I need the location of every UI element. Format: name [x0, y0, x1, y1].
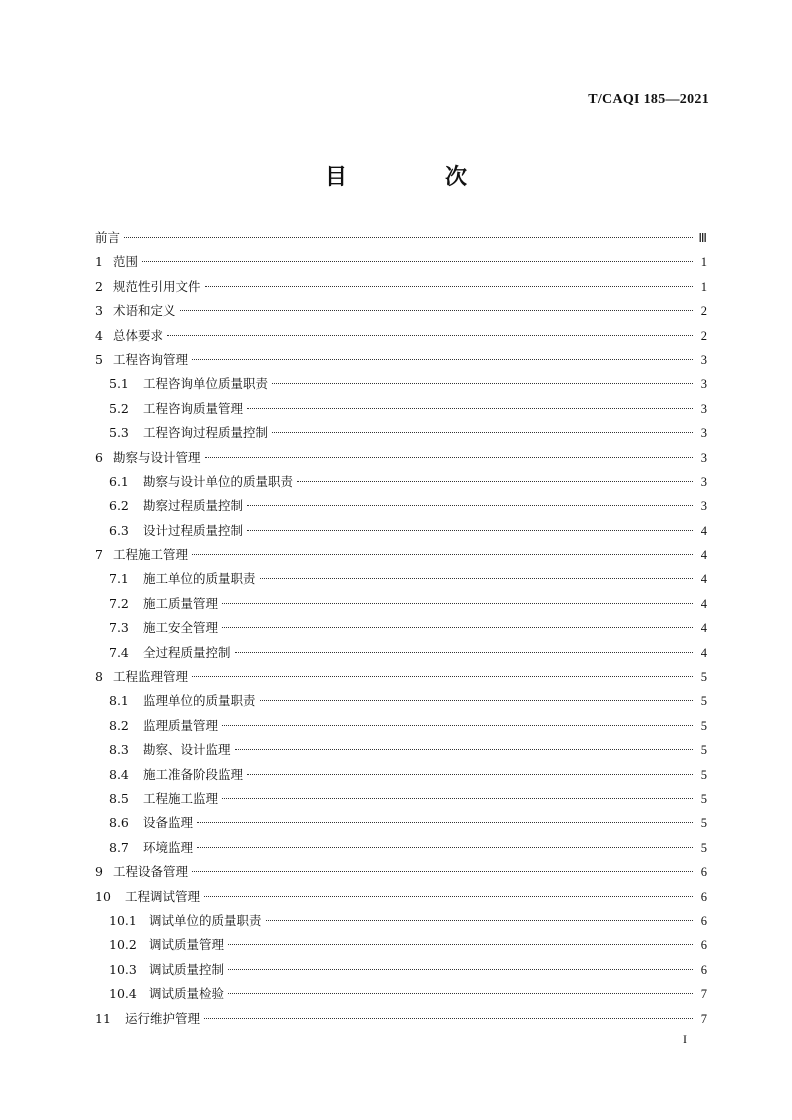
toc-entry-page: 2 — [700, 328, 707, 343]
toc-entry[interactable] — [95, 836, 707, 860]
toc-dot-leader — [228, 969, 693, 970]
toc-entry-title: 工程咨询质量管理 — [143, 400, 244, 416]
toc-entry-number: 7.3 — [109, 620, 129, 636]
toc-entry[interactable] — [95, 933, 707, 957]
toc-entry-title: 设备监理 — [143, 815, 194, 831]
toc-entry-number: 10.2 — [109, 937, 137, 953]
toc-entry[interactable] — [95, 982, 707, 1006]
toc-entry-title: 术语和定义 — [113, 303, 176, 319]
toc-entry-page: 4 — [700, 596, 707, 611]
toc-entry[interactable] — [95, 860, 707, 884]
toc-dot-leader — [260, 700, 693, 701]
toc-entry-page: 6 — [700, 889, 707, 904]
toc-entry-number: 8.1 — [109, 693, 129, 709]
toc-entry-page: 5 — [700, 743, 707, 758]
document-code: T/CAQI 185—2021 — [588, 92, 709, 107]
toc-entry-page: 6 — [700, 938, 707, 953]
toc-dot-leader — [142, 261, 693, 262]
toc-dot-leader — [167, 335, 693, 336]
toc-entry-title: 工程咨询过程质量控制 — [143, 425, 269, 441]
toc-entry[interactable] — [95, 421, 707, 445]
toc-dot-leader — [222, 603, 693, 604]
toc-entry-title: 勘察与设计管理 — [113, 449, 201, 465]
toc-entry[interactable] — [95, 348, 707, 372]
toc-entry-title: 设计过程质量控制 — [143, 522, 244, 538]
toc-entry-number: 6.3 — [109, 522, 129, 538]
toc-dot-leader — [204, 896, 693, 897]
toc-dot-leader — [192, 359, 693, 360]
toc-dot-leader — [297, 481, 693, 482]
toc-entry-page: 3 — [700, 426, 707, 441]
toc-entry-page: Ⅲ — [698, 231, 707, 245]
toc-entry-title: 全过程质量控制 — [143, 644, 231, 660]
toc-entry-page: 2 — [700, 304, 707, 319]
toc-dot-leader — [197, 822, 693, 823]
toc-entry[interactable] — [95, 494, 707, 518]
toc-entry[interactable] — [95, 1007, 707, 1031]
toc-dot-leader — [235, 652, 693, 653]
toc-entry[interactable] — [95, 226, 707, 250]
toc-entry-page: 1 — [700, 255, 707, 270]
toc-entry-number: 7.1 — [109, 571, 129, 587]
toc-entry-title: 工程设备管理 — [113, 864, 189, 880]
toc-dot-leader — [272, 383, 693, 384]
toc-entry[interactable] — [95, 689, 707, 713]
toc-entry-title: 调试质量检验 — [149, 986, 225, 1002]
toc-entry-number: 10.3 — [109, 961, 137, 977]
toc-entry-title: 施工准备阶段监理 — [143, 766, 244, 782]
toc-entry-title: 工程监理管理 — [113, 669, 189, 685]
toc-entry-number: 6.1 — [109, 473, 129, 489]
toc-entry-title: 环境监理 — [143, 839, 194, 855]
toc-entry-title: 施工安全管理 — [143, 620, 219, 636]
toc-entry-page: 3 — [700, 352, 707, 367]
toc-entry-title: 工程施工监理 — [143, 790, 219, 806]
toc-entry-title: 调试质量管理 — [149, 937, 225, 953]
toc-dot-leader — [180, 310, 693, 311]
toc-entry-page: 3 — [700, 474, 707, 489]
toc-entry[interactable] — [95, 787, 707, 811]
toc-dot-leader — [205, 286, 693, 287]
toc-entry-number: 6.2 — [109, 498, 129, 514]
toc-entry-number: 8 — [95, 669, 103, 685]
toc-entry-page: 4 — [700, 645, 707, 660]
toc-dot-leader — [192, 554, 693, 555]
toc-entry-title: 工程调试管理 — [125, 888, 201, 904]
toc-entry-page: 5 — [700, 767, 707, 782]
toc-dot-leader — [235, 749, 693, 750]
toc-entry-title: 勘察与设计单位的质量职责 — [143, 473, 294, 489]
toc-entry-title: 前言 — [95, 230, 121, 245]
toc-entry[interactable] — [95, 616, 707, 640]
toc-entry-number: 5.3 — [109, 425, 129, 441]
toc-entry[interactable] — [95, 372, 707, 396]
toc-entry-number: 10.1 — [109, 912, 137, 928]
toc-entry-number: 6 — [95, 449, 103, 465]
toc-dot-leader — [228, 944, 693, 945]
table-of-contents — [95, 226, 707, 1031]
toc-entry-number: 4 — [95, 327, 103, 343]
toc-entry-page: 3 — [700, 377, 707, 392]
toc-entry-page: 5 — [700, 718, 707, 733]
toc-dot-leader — [228, 993, 693, 994]
toc-entry-page: 3 — [700, 401, 707, 416]
toc-entry-page: 3 — [700, 499, 707, 514]
toc-entry-number: 7.2 — [109, 595, 129, 611]
toc-entry[interactable] — [95, 275, 707, 299]
toc-entry-page: 3 — [700, 450, 707, 465]
toc-entry-number: 8.3 — [109, 742, 129, 758]
toc-entry-title: 施工质量管理 — [143, 595, 219, 611]
toc-entry-number: 8.7 — [109, 839, 129, 855]
toc-entry[interactable] — [95, 763, 707, 787]
toc-entry[interactable] — [95, 299, 707, 323]
toc-entry-page: 5 — [700, 670, 707, 685]
toc-entry-title: 勘察、设计监理 — [143, 742, 231, 758]
footer-page-number: I — [683, 1032, 687, 1046]
toc-entry-page: 5 — [700, 816, 707, 831]
toc-entry-number: 8.2 — [109, 717, 129, 733]
toc-entry[interactable] — [95, 470, 707, 494]
toc-entry-page: 5 — [700, 694, 707, 709]
toc-entry[interactable] — [95, 397, 707, 421]
toc-dot-leader — [192, 871, 693, 872]
toc-dot-leader — [260, 578, 693, 579]
toc-entry[interactable] — [95, 811, 707, 835]
toc-entry-page: 4 — [700, 621, 707, 636]
toc-entry-page: 6 — [700, 913, 707, 928]
toc-entry-number: 8.4 — [109, 766, 129, 782]
toc-entry-number: 3 — [95, 303, 103, 319]
toc-entry-number: 5.1 — [109, 376, 129, 392]
toc-entry-title: 勘察过程质量控制 — [143, 498, 244, 514]
toc-entry-title: 规范性引用文件 — [113, 278, 201, 294]
toc-entry[interactable] — [95, 885, 707, 909]
toc-dot-leader — [272, 432, 693, 433]
toc-entry-page: 1 — [700, 279, 707, 294]
toc-entry-page: 4 — [700, 523, 707, 538]
toc-entry-number: 7.4 — [109, 644, 129, 660]
toc-entry[interactable] — [95, 665, 707, 689]
toc-entry-page: 6 — [700, 865, 707, 880]
toc-entry[interactable] — [95, 641, 707, 665]
toc-entry[interactable] — [95, 738, 707, 762]
toc-dot-leader — [204, 1018, 693, 1019]
toc-entry[interactable] — [95, 519, 707, 543]
toc-dot-leader — [247, 530, 693, 531]
toc-entry-number: 8.5 — [109, 790, 129, 806]
toc-entry-title: 工程咨询管理 — [113, 351, 189, 367]
toc-entry[interactable] — [95, 958, 707, 982]
toc-entry-title: 运行维护管理 — [125, 1010, 201, 1026]
toc-dot-leader — [192, 676, 693, 677]
toc-entry[interactable] — [95, 592, 707, 616]
toc-entry-title: 调试单位的质量职责 — [149, 912, 262, 928]
toc-entry[interactable] — [95, 324, 707, 348]
toc-entry-number: 5.2 — [109, 400, 129, 416]
toc-dot-leader — [124, 237, 693, 238]
toc-entry[interactable] — [95, 714, 707, 738]
toc-entry-page: 5 — [700, 840, 707, 855]
toc-entry-number: 7 — [95, 547, 103, 563]
toc-entry-title: 总体要求 — [113, 327, 164, 343]
toc-entry-number: 1 — [95, 254, 103, 270]
toc-dot-leader — [222, 798, 693, 799]
toc-dot-leader — [222, 725, 693, 726]
toc-entry-number: 2 — [95, 278, 103, 294]
toc-entry-title: 调试质量控制 — [149, 961, 225, 977]
toc-dot-leader — [247, 774, 693, 775]
page-title: 目 次 — [324, 165, 505, 190]
toc-dot-leader — [197, 847, 693, 848]
toc-entry-page: 4 — [700, 572, 707, 587]
toc-entry[interactable] — [95, 909, 707, 933]
toc-entry-number: 11 — [95, 1010, 111, 1026]
toc-dot-leader — [247, 408, 693, 409]
toc-dot-leader — [205, 457, 693, 458]
toc-entry-page: 7 — [700, 987, 707, 1002]
toc-dot-leader — [266, 920, 693, 921]
toc-entry-title: 施工单位的质量职责 — [143, 571, 256, 587]
toc-entry-title: 监理质量管理 — [143, 717, 219, 733]
toc-entry-title: 范围 — [113, 254, 139, 270]
toc-entry-title: 工程施工管理 — [113, 547, 189, 563]
toc-entry-number: 8.6 — [109, 815, 129, 831]
toc-entry-page: 4 — [700, 548, 707, 563]
toc-entry[interactable] — [95, 446, 707, 470]
toc-entry-number: 10.4 — [109, 986, 137, 1002]
toc-entry-page: 5 — [700, 791, 707, 806]
toc-entry[interactable] — [95, 543, 707, 567]
toc-dot-leader — [222, 627, 693, 628]
toc-entry[interactable] — [95, 250, 707, 274]
toc-entry[interactable] — [95, 567, 707, 591]
toc-entry-number: 10 — [95, 888, 111, 904]
toc-entry-page: 7 — [700, 1011, 707, 1026]
toc-entry-title: 工程咨询单位质量职责 — [143, 376, 269, 392]
toc-dot-leader — [247, 505, 693, 506]
toc-entry-page: 6 — [700, 962, 707, 977]
toc-entry-number: 5 — [95, 351, 103, 367]
toc-entry-title: 监理单位的质量职责 — [143, 693, 256, 709]
toc-entry-number: 9 — [95, 864, 103, 880]
